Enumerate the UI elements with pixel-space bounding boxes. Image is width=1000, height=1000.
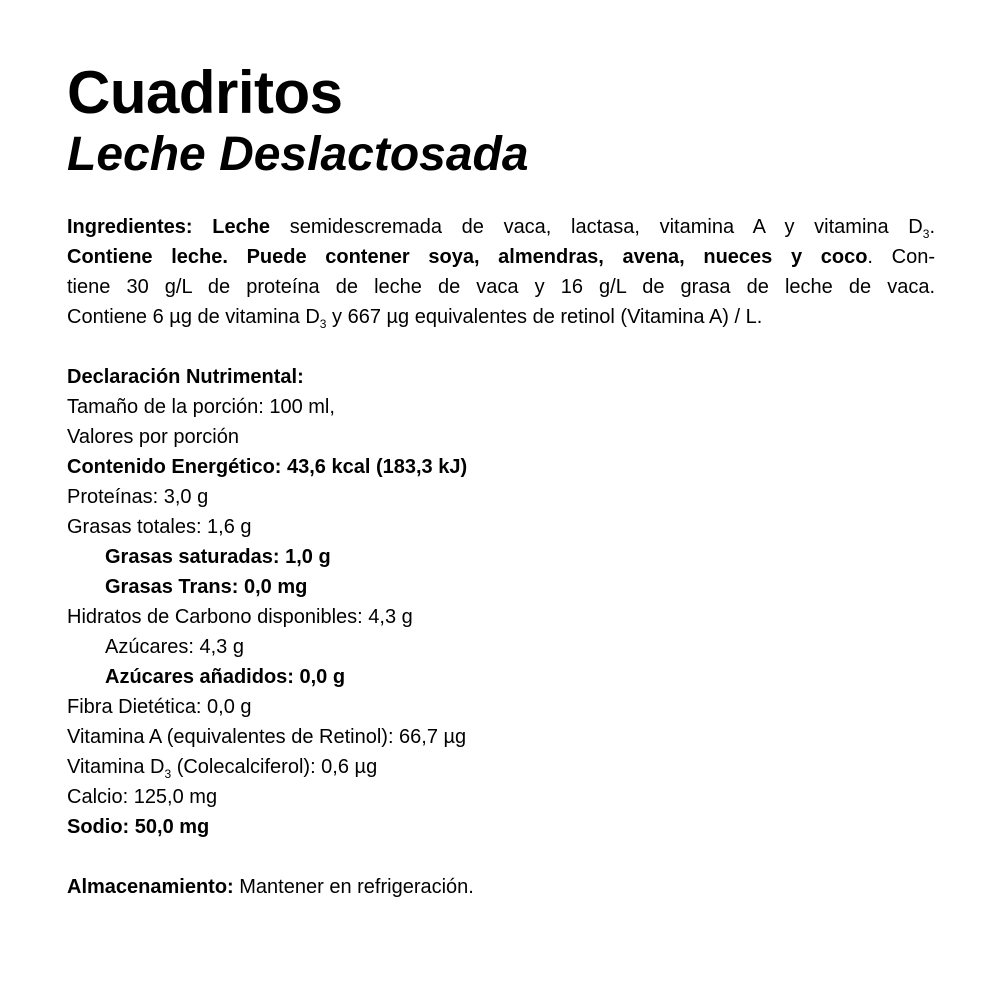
vitamin-d-row — [67, 752, 937, 782]
product-subtitle: Leche Deslactosada — [67, 128, 529, 181]
ingredients-list-text: semidescremada de vaca, lactasa, vitamina A y vitamina D — [270, 216, 923, 238]
sugars-row: Azúcares: 4,3 g — [105, 636, 244, 658]
ingredients-paragraph — [67, 212, 935, 332]
serving-size: Tamaño de la porción: 100 ml, — [67, 396, 335, 418]
vitamin-d-value: (Colecalciferol): 0,6 µg — [171, 756, 378, 778]
ingredients-line-3: tiene 30 g/L de proteína de leche de vaca y 16 g/L de grasa de leche de vaca. — [67, 276, 935, 298]
brand-title: Cuadritos — [67, 59, 343, 126]
storage-text: Mantener en refrigeración. — [233, 876, 474, 898]
subscript-3: 3 — [319, 317, 327, 331]
trans-fat-row: Grasas Trans: 0,0 mg — [105, 576, 308, 598]
allergen-warning: Contiene leche. Puede contener soya, almendras, avena, nueces y coco — [67, 246, 868, 268]
nutrition-declaration — [67, 362, 937, 842]
saturated-fat-row: Grasas saturadas: 1,0 g — [105, 546, 331, 568]
total-fat-row: Grasas totales: 1,6 g — [67, 516, 252, 538]
vitamin-d-label: Vitamina D — [67, 756, 165, 778]
added-sugars-row: Azúcares añadidos: 0,0 g — [105, 666, 346, 688]
ingredients-line-4 — [67, 302, 935, 332]
subscript-3: 3 — [922, 227, 930, 241]
subscript-3: 3 — [164, 767, 172, 781]
ingredients-line-1 — [67, 212, 935, 242]
vitamin-a-row: Vitamina A (equivalentes de Retinol): 66,7 µg — [67, 726, 467, 748]
ingredients-line-2-rest: . Con- — [867, 246, 935, 268]
protein-row: Proteínas: 3,0 g — [67, 486, 209, 508]
calcium-row: Calcio: 125,0 mg — [67, 786, 218, 808]
per-serving-note: Valores por porción — [67, 426, 239, 448]
nutrition-heading: Declaración Nutrimental: — [67, 366, 304, 388]
ingredients-label: Ingredientes: — [67, 216, 193, 238]
storage-label: Almacenamiento: — [67, 876, 234, 898]
period: . — [929, 216, 936, 238]
sodium-row: Sodio: 50,0 mg — [67, 816, 210, 838]
carbohydrates-row: Hidratos de Carbono disponibles: 4,3 g — [67, 606, 413, 628]
fiber-row: Fibra Dietética: 0,0 g — [67, 696, 252, 718]
ingredient-milk: Leche — [212, 216, 271, 238]
vitamin-d-content: Contiene 6 µg de vitamina D — [67, 306, 320, 328]
storage-instructions — [67, 872, 474, 902]
retinol-content: y 667 µg equivalentes de retinol (Vitamina A) / L. — [326, 306, 763, 328]
ingredients-line-2 — [67, 242, 935, 272]
energy-content: Contenido Energético: 43,6 kcal (183,3 kJ) — [67, 456, 468, 478]
